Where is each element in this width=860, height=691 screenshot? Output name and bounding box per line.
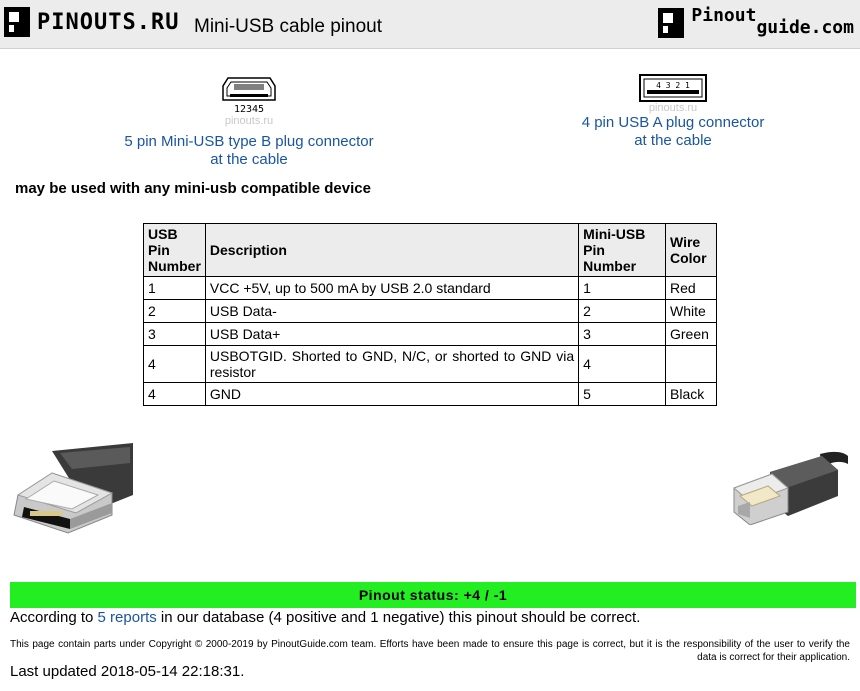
header-mini-usb-pin: Mini-USB Pin Number [579, 224, 666, 277]
wire-color-cell: Black [666, 383, 717, 406]
pinout-table [143, 223, 717, 406]
mini-usb-connector-link[interactable] [110, 133, 388, 169]
watermark-text: pinouts.ru [648, 102, 698, 114]
pinout-status-bar: Pinout status: +4 / -1 [10, 582, 856, 608]
description-cell: USB Data- [205, 300, 578, 323]
reports-summary: According to 5 reports in our database (4 positive and 1 negative) this pinout should be correct. [10, 609, 641, 626]
description-cell: USB Data+ [205, 323, 578, 346]
usb-a-connector-subtitle[interactable]: at the cable [634, 132, 712, 149]
table-row [144, 277, 717, 300]
table-row [144, 383, 717, 406]
mini-usb-pin-cell: 4 [579, 346, 666, 383]
description-cell: GND [205, 383, 578, 406]
wire-color-cell: Red [666, 277, 717, 300]
wire-color-cell: White [666, 300, 717, 323]
mini-usb-pin-cell: 1 [579, 277, 666, 300]
mini-usb-connector-title[interactable]: 5 pin Mini-USB type B plug connector [124, 133, 374, 150]
usb-a-connector-block [560, 74, 786, 150]
usb-pin-cell: 3 [144, 323, 206, 346]
usb-a-plug-photo [730, 450, 848, 525]
usb-a-plug-diagram-icon [639, 74, 707, 102]
header-wire-color: Wire Color [666, 224, 717, 277]
wire-color-cell: Green [666, 323, 717, 346]
header-description: Description [205, 224, 578, 277]
usb-pin-cell: 2 [144, 300, 206, 323]
description-cell: VCC +5V, up to 500 mA by USB 2.0 standard [205, 277, 578, 300]
pinoutguide-logo-text: Pinoutguide.com [691, 5, 854, 38]
table-row [144, 300, 717, 323]
mini-usb-connector-subtitle[interactable]: at the cable [210, 151, 288, 168]
mini-usb-pin-cell: 3 [579, 323, 666, 346]
page-header [0, 0, 860, 49]
wire-color-cell [666, 346, 717, 383]
compatibility-note: may be used with any mini-usb compatible device [15, 180, 371, 197]
watermark-text: pinouts.ru [224, 115, 274, 127]
mini-usb-pin-cell: 2 [579, 300, 666, 323]
pinouts-logo-icon [4, 7, 30, 37]
site-logo-text: PINOUTS.RU [37, 9, 180, 35]
mini-usb-connector-block [110, 76, 388, 169]
usb-pin-cell: 4 [144, 383, 206, 406]
usb-pin-cell: 4 [144, 346, 206, 383]
copyright-notice: This page contain parts under Copyright © 2000-2019 by PinoutGuide.com team. Efforts have been made to ensure this page is correct, but it is the responsibility of the user to verify the data is correct for their application. [10, 639, 850, 663]
pinoutguide-logo-icon [658, 8, 684, 38]
last-updated: Last updated 2018-05-14 22:18:31. [10, 663, 245, 680]
reports-link[interactable]: 5 reports [97, 609, 157, 626]
usb-a-connector-link[interactable] [560, 114, 786, 150]
mini-usb-pin-cell: 5 [579, 383, 666, 406]
table-row [144, 323, 717, 346]
mini-usb-pin-numbers: 12345 [233, 104, 265, 115]
page-title: Mini-USB cable pinout [194, 16, 382, 37]
description-cell: USBOTGID. Shorted to GND, N/C, or shorted to GND via resistor [205, 346, 578, 383]
pinoutguide-logo[interactable] [658, 6, 854, 40]
table-row [144, 346, 717, 383]
table-header-row [144, 224, 717, 277]
header-usb-pin: USB Pin Number [144, 224, 206, 277]
usb-a-pin-numbers: 4 3 2 1 [656, 81, 690, 90]
pinouts-ru-logo[interactable] [4, 5, 179, 39]
mini-usb-plug-photo [12, 443, 133, 536]
mini-usb-plug-diagram-icon [222, 76, 276, 104]
usb-a-connector-title[interactable]: 4 pin USB A plug connector [581, 114, 765, 131]
usb-pin-cell: 1 [144, 277, 206, 300]
